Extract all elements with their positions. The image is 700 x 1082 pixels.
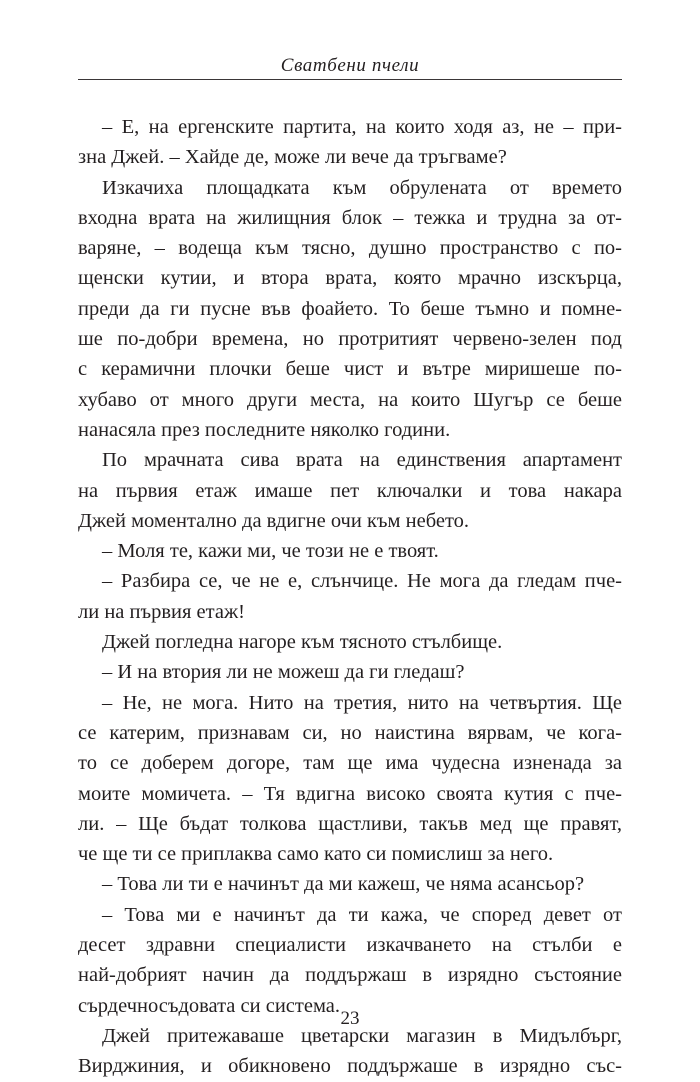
text-line: – Това ми е начинът да ти кажа, че според девет от	[102, 903, 622, 926]
page-number: 23	[340, 1008, 360, 1029]
text-line: входна врата на жилищния блок – тежка и трудна за от-	[78, 206, 622, 229]
text-line: – И на втория ли не можеш да ги гледаш?	[102, 661, 465, 684]
text-line: Джей погледна нагоре към тясното стълбище.	[102, 631, 503, 654]
text-line: на първия етаж имаше пет ключалки и това накара	[78, 479, 622, 502]
text-line: – Това ли ти е начинът да ми кажеш, че няма асансьор?	[102, 873, 585, 896]
text-line: ше по-добри времена, но протритият червено-зелен под	[78, 328, 622, 351]
text-line: – Не, не мога. Нито на третия, нито на четвъртия. Ще	[102, 691, 622, 714]
text-line: Изкачиха площадката към обрулената от времето	[102, 176, 622, 199]
text-line: се катерим, признавам си, но наистина вярвам, че кога-	[78, 721, 622, 744]
text-line: преди да ги пусне във фоайето. То беше тъмно и помне-	[78, 297, 622, 320]
text-line: – Моля те, кажи ми, че този не е твоят.	[102, 540, 439, 563]
running-head-title: Сватбени пчели	[280, 55, 420, 76]
text-line: хубаво от много други места, на които Шугър се беше	[78, 388, 622, 411]
text-line: най-добрият начин да поддържаш в изрядно състояние	[78, 964, 622, 987]
text-line: щенски кутии, и втора врата, която мрачно изскърца,	[78, 267, 622, 290]
text-line: сърдечносъдовата си система.	[78, 994, 341, 1017]
text-line: ли. – Ще бъдат толкова щастливи, такъв мед ще правят,	[78, 812, 622, 835]
text-line: че ще ти се приплаква само като си помислиш за него.	[78, 843, 554, 866]
text-line: ли на първия етаж!	[78, 600, 245, 623]
text-line: нанасяла през последните няколко години.	[78, 418, 451, 441]
text-line: – Е, на ергенските партита, на които ходя аз, не – при-	[102, 116, 622, 138]
text-line: моите момичета. – Тя вдигна високо своята кутия с пче-	[78, 782, 622, 805]
text-line: десет здравни специалисти изкачването на стълби е	[78, 934, 622, 957]
body-text	[78, 112, 622, 1082]
text-line: с керамични плочки беше чист и вътре миришеше по-	[78, 358, 622, 381]
header-rule	[78, 79, 622, 80]
text-line: Джей моментално да вдигне очи към небето.	[78, 509, 470, 532]
text-line: Вирджиния, и обикновено поддържаше в изрядно със-	[78, 1055, 622, 1078]
text-line: – Разбира се, че не е, слънчице. Не мога да гледам пче-	[102, 570, 622, 593]
text-line: зна Джей. – Хайде де, може ли вече да тръгваме?	[78, 146, 507, 169]
text-line: варяне, – водеща към тясно, душно пространство с по-	[78, 237, 622, 260]
text-line: то се доберем догоре, там ще има чудесна изненада за	[78, 752, 622, 775]
text-line: Джей притежаваше цветарски магазин в Мидълбърг,	[102, 1024, 622, 1047]
text-line: По мрачната сива врата на единствения апартамент	[102, 449, 622, 472]
